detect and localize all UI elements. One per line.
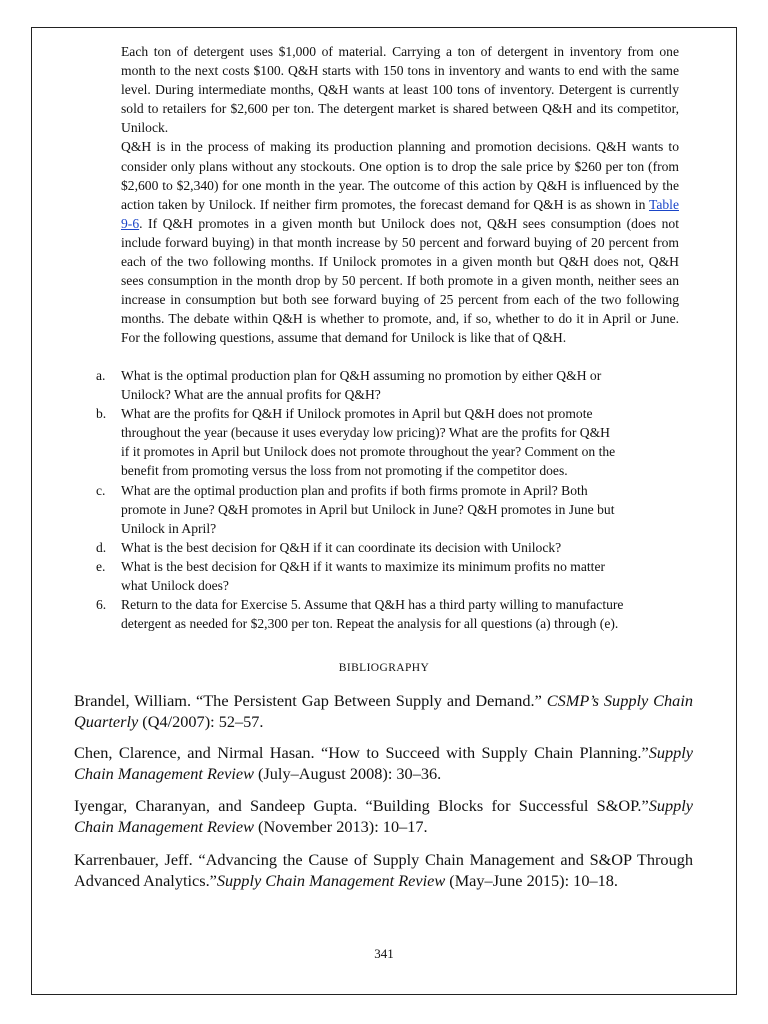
- bibliography-entry-brandel: Brandel, William. “The Persistent Gap Between Supply and Demand.” CSMP’s Supply Chain Quarterly (Q4/2007): 52–57.: [74, 691, 693, 731]
- page-number: 341: [374, 946, 394, 961]
- question-marker: 6.: [96, 597, 107, 613]
- question-marker: a.: [96, 368, 106, 383]
- exercise-6: 6. Return to the data for Exercise 5. Assume that Q&H has a third party willing to manufacture detergent as needed for $2,300 per ton. Repeat the analysis for all questions (a) through (e).: [96, 597, 624, 632]
- question-marker: c.: [96, 482, 106, 498]
- question-list: [96, 366, 679, 633]
- question-marker: e.: [96, 558, 106, 574]
- question-marker: d.: [96, 539, 107, 555]
- question-a: a. What is the optimal production plan for Q&H assuming no promotion by either Q&H or Unilock? What are the annual profits for Q&H?: [96, 368, 602, 403]
- question-b: b. What are the profits for Q&H if Unilock promotes in April but Q&H does not promote throughout the year (because it uses everyday low pricing)? What are the profits for Q&H if it promotes in April but Unilock does not promote throughout the year? Comment on the benefit from promoting versus the loss from not promoting if the competitor does.: [96, 406, 616, 479]
- table-9-6-link[interactable]: Table 9-6: [121, 196, 679, 231]
- bibliography-entry-chen: Chen, Clarence, and Nirmal Hasan. “How to Succeed with Supply Chain Planning.”Supply Chain Management Review (July–August 2008): 30–36.: [74, 743, 693, 783]
- bibliography-heading: BIBLIOGRAPHY: [338, 662, 430, 674]
- paragraph-promotion: Q&H is in the process of making its production planning and promotion decisions. Q&H wants to consider only plans without any stockouts. One option is to drop the sale price by $260 per ton (from $2,600 to $2,340) for one month in the year. The outcome of this action by Q&H is influenced by the action taken by Unilock. If neither firm promotes, the forecast demand for Q&H is as shown in Table 9-6. If Q&H promotes in a given month but Unilock does not, Q&H sees consumption (does not include forward buying) in that month increase by 50 percent and forward buying of 20 percent from each of the two following months. If Unilock promotes in a given month but Q&H does not, Q&H sees consumption in the month drop by 50 percent. If both promote in a given month, neither sees an increase in consumption but both see forward buying of 25 percent from each of the two following months. The debate within Q&H is whether to promote, and, if so, whether to do it in April or June. For the following questions, assume that demand for Unilock is like that of Q&H.: [121, 139, 679, 346]
- question-c: c. What are the optimal production plan and profits if both firms promote in April? Both promote in June? Q&H promotes in April but Unilock in June? Q&H promotes in June but Unilock in April?: [96, 482, 615, 536]
- question-e: e. What is the best decision for Q&H if it wants to maximize its minimum profits no matter what Unilock does?: [96, 558, 606, 594]
- bibliography-entry-iyengar: Iyengar, Charanyan, and Sandeep Gupta. “Building Blocks for Successful S&OP.”Supply Chain Management Review (November 2013): 10–17.: [74, 796, 693, 836]
- bibliography-entry-karrenbauer: Karrenbauer, Jeff. “Advancing the Cause of Supply Chain Management and S&OP Through Advanced Analytics.”Supply Chain Management Review (May–June 2015): 10–18.: [74, 850, 693, 890]
- question-d: d. What is the best decision for Q&H if it can coordinate its decision with Unilock?: [96, 538, 679, 557]
- paragraph-material-costs: Each ton of detergent uses $1,000 of material. Carrying a ton of detergent in inventory from one month to the next costs $100. Q&H starts with 150 tons in inventory and wants to end with the same level. During intermediate months, Q&H wants at least 100 tons of inventory. Detergent is currently sold to retailers for $2,600 per ton. The detergent market is shared between Q&H and its competitor, Unilock.: [121, 44, 679, 136]
- exercise-body: [121, 42, 679, 348]
- question-marker: b.: [96, 406, 107, 422]
